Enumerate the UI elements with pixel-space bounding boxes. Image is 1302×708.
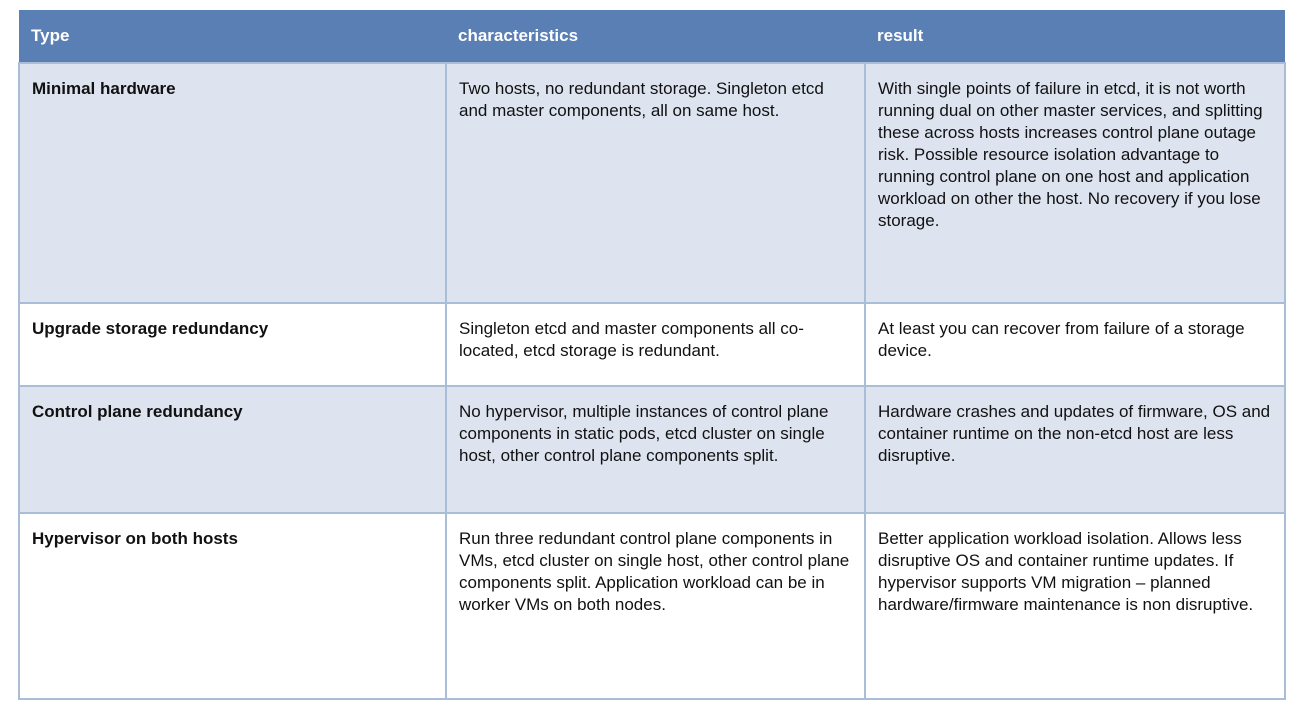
table-row bbox=[19, 303, 1285, 386]
cell-type: Hypervisor on both hosts bbox=[19, 513, 446, 699]
cell-result: With single points of failure in etcd, it is not worth running dual on other master services, and splitting these across hosts increases control plane outage risk. Possible resource isolation advantage to running control plane on one host and application workload on other the host. No recovery if you lose storage. bbox=[865, 63, 1285, 303]
column-header-characteristics: characteristics bbox=[446, 10, 865, 63]
cell-characteristics: Singleton etcd and master components all co-located, etcd storage is redundant. bbox=[446, 303, 865, 386]
cell-characteristics: Run three redundant control plane components in VMs, etcd cluster on single host, other control plane components split. Application workload can be in worker VMs on both nodes. bbox=[446, 513, 865, 699]
cell-result: Better application workload isolation. Allows less disruptive OS and container runtime updates. If hypervisor supports VM migration – planned hardware/firmware maintenance is non disruptive. bbox=[865, 513, 1285, 699]
comparison-table bbox=[18, 10, 1286, 700]
cell-type: Control plane redundancy bbox=[19, 386, 446, 513]
column-header-type: Type bbox=[19, 10, 446, 63]
cell-characteristics: Two hosts, no redundant storage. Singleton etcd and master components, all on same host. bbox=[446, 63, 865, 303]
table-row bbox=[19, 513, 1285, 699]
column-header-result: result bbox=[865, 10, 1285, 63]
table-row bbox=[19, 63, 1285, 303]
table-header-row bbox=[19, 10, 1285, 63]
cell-type: Upgrade storage redundancy bbox=[19, 303, 446, 386]
cell-type: Minimal hardware bbox=[19, 63, 446, 303]
table-row bbox=[19, 386, 1285, 513]
cell-result: At least you can recover from failure of a storage device. bbox=[865, 303, 1285, 386]
cell-result: Hardware crashes and updates of firmware, OS and container runtime on the non-etcd host are less disruptive. bbox=[865, 386, 1285, 513]
cell-characteristics: No hypervisor, multiple instances of control plane components in static pods, etcd cluster on single host, other control plane components split. bbox=[446, 386, 865, 513]
